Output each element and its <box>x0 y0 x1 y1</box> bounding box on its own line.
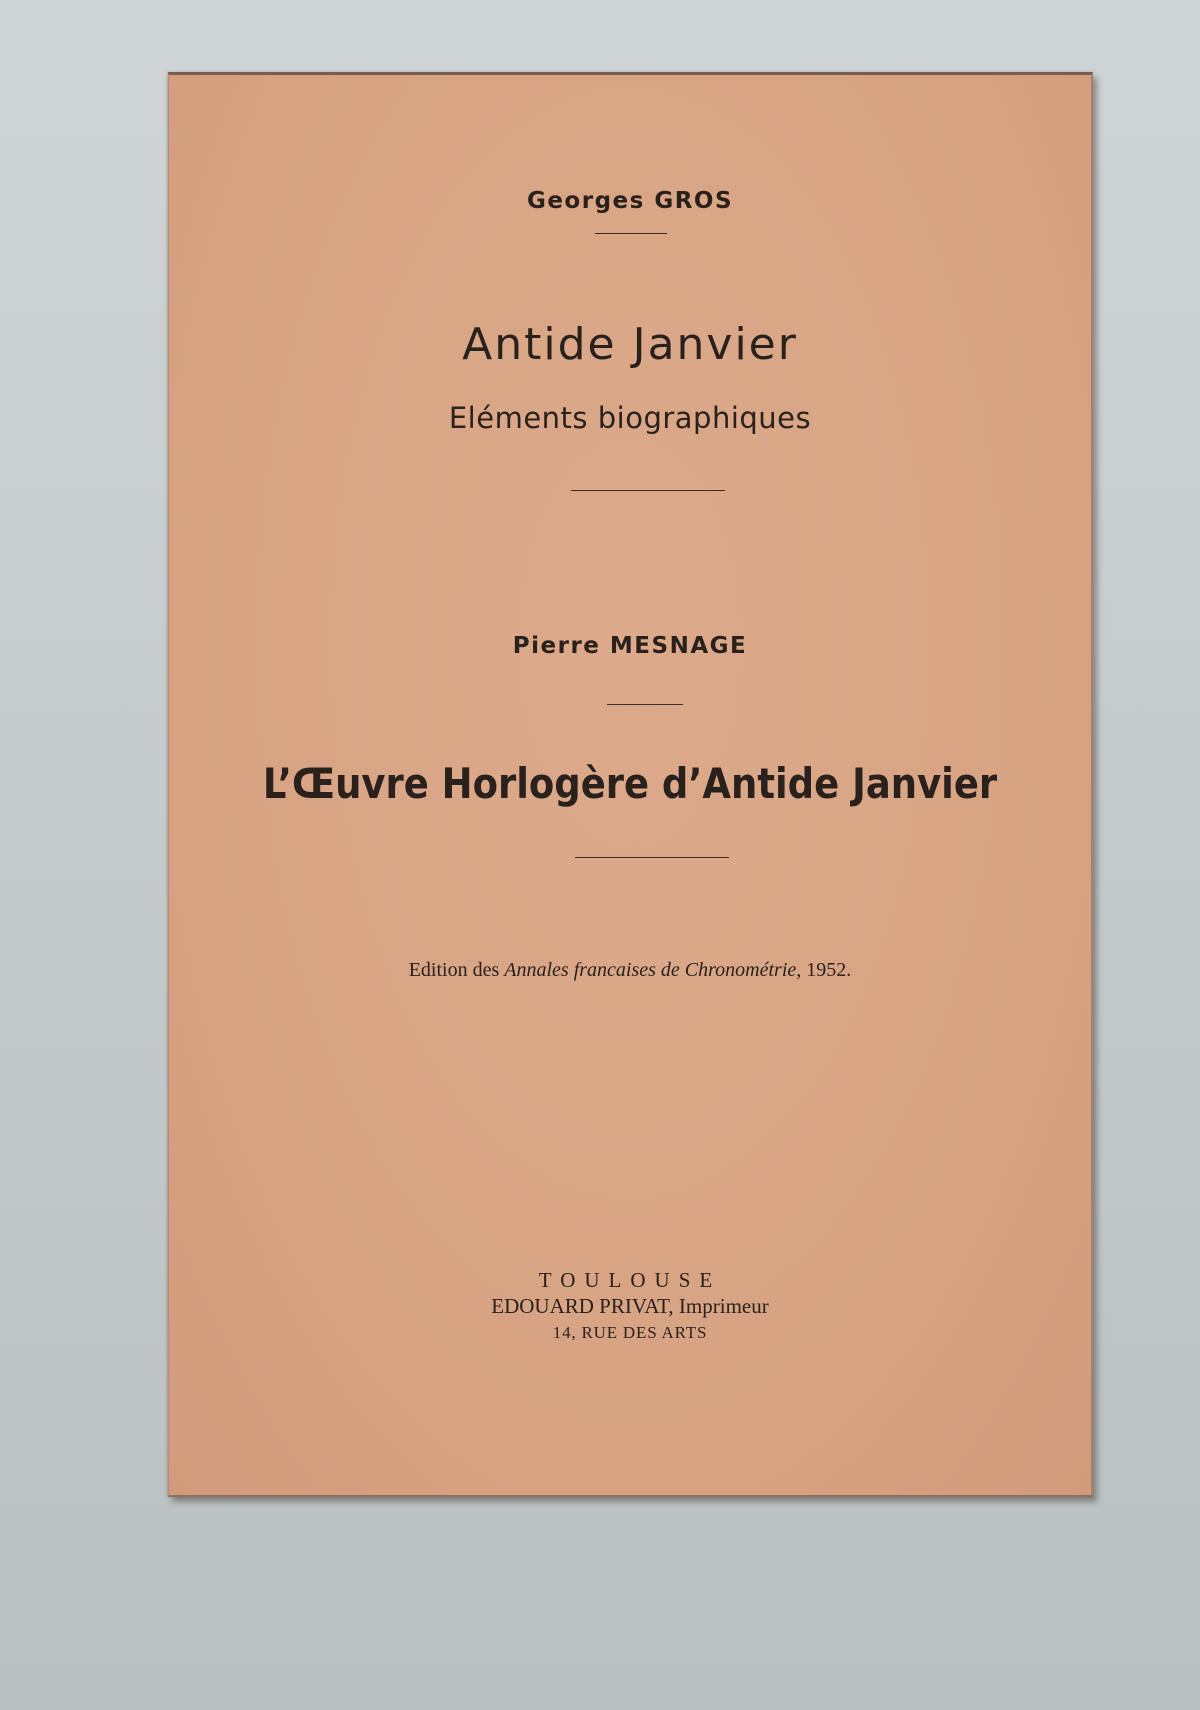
publisher-city: TOULOUSE <box>538 1268 722 1292</box>
edition-prefix: Edition des <box>408 959 505 981</box>
edition-note <box>169 959 1091 982</box>
divider-3 <box>607 704 683 705</box>
second-author: Pierre MESNAGE <box>512 633 748 659</box>
edition-suffix: , 1952. <box>796 959 852 981</box>
book-cover <box>168 72 1093 1497</box>
second-title: L’Œuvre Horlogère d’Antide Janvier <box>262 759 998 808</box>
publisher-address: 14, RUE DES ARTS <box>552 1323 708 1342</box>
first-title: Antide Janvier <box>462 319 798 370</box>
journal-name: Annales francaises de Chronométrie <box>504 959 797 981</box>
divider-1 <box>595 233 667 234</box>
publisher-printer: EDOUARD PRIVAT, Imprimeur <box>491 1294 769 1318</box>
first-subtitle: Eléments biographiques <box>448 401 812 435</box>
divider-4 <box>575 857 729 858</box>
first-author: Georges GROS <box>526 188 734 214</box>
divider-2 <box>571 490 725 491</box>
